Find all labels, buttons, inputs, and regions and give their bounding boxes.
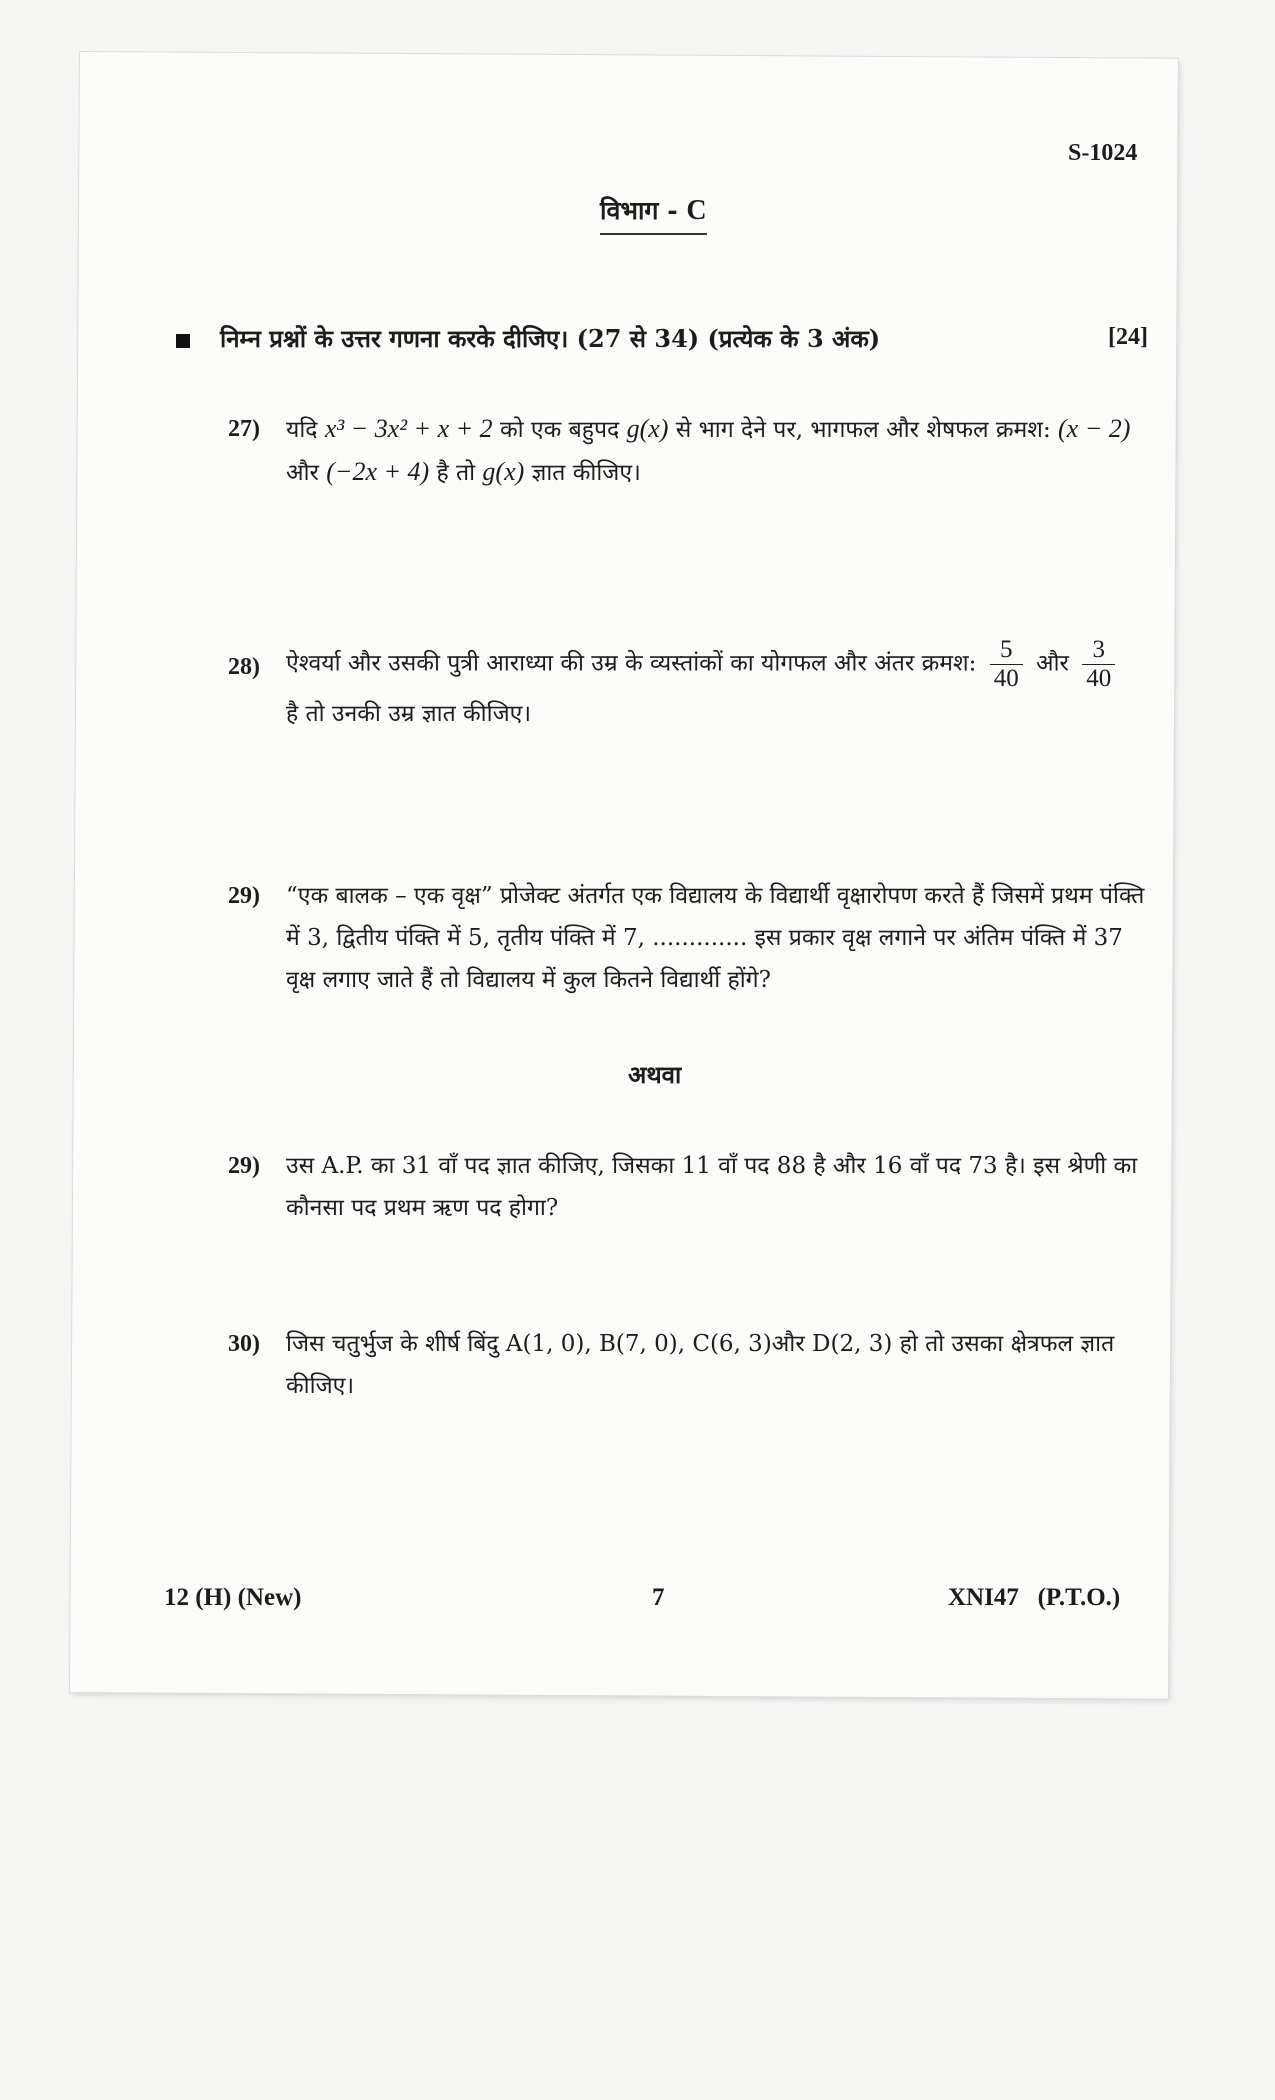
fraction-sum: $\frac{5}{40}$ bbox=[990, 636, 1023, 693]
section-letter: C bbox=[686, 195, 707, 226]
question-text: जिस चतुर्भुज के शीर्ष बिंदु A(1, 0), B(7, 0), C(6, 3)और D(2, 3) हो तो उसका क्षेत्रफल ज्ञात कीजिए। bbox=[286, 1331, 1115, 1399]
question-number: 29) bbox=[228, 1153, 260, 1179]
bullet-icon bbox=[176, 334, 190, 348]
question-30 bbox=[228, 1323, 1148, 1407]
gx: g(x) bbox=[626, 414, 669, 443]
question-number: 28) bbox=[228, 654, 260, 680]
question-number: 29) bbox=[228, 883, 260, 909]
quotient: (x − 2) bbox=[1058, 414, 1131, 443]
gx: g(x) bbox=[482, 457, 525, 486]
footer-right: XNI47 (P.T.O.) bbox=[948, 1584, 1121, 1611]
page-number: 7 bbox=[652, 1584, 665, 1611]
remainder: (−2x + 4) bbox=[326, 457, 430, 486]
question-27 bbox=[228, 408, 1148, 494]
question-29-alternate bbox=[228, 1145, 1148, 1229]
question-29 bbox=[228, 875, 1148, 1001]
question-text: उस A.P. का 31 वाँ पद ज्ञात कीजिए, जिसका 11 वाँ पद 88 है और 16 वाँ पद 73 है। इस श्रेणी का कौनसा पद प्रथम ऋण पद होगा? bbox=[286, 1153, 1138, 1221]
footer-left: 12 (H) (New) bbox=[164, 1584, 302, 1611]
instruction-line bbox=[176, 322, 1148, 355]
instruction-text: निम्न प्रश्नों के उत्तर गणना करके दीजिए। (27 से 34) (प्रत्येक के 3 अंक) bbox=[220, 324, 881, 353]
question-28 bbox=[228, 636, 1148, 735]
question-number: 27) bbox=[228, 416, 260, 442]
paper-code: S-1024 bbox=[1068, 140, 1138, 166]
polynomial: x³ − 3x² + x + 2 bbox=[324, 414, 493, 443]
section-title bbox=[600, 193, 707, 235]
question-number: 30) bbox=[228, 1331, 260, 1357]
question-text: यदि x³ − 3x² + x + 2 को एक बहुपद g(x) से भाग देने पर, भागफल और शेषफल क्रमश: (x − 2) और (−2x + 4) है तो g(x) ज्ञात कीजिए। bbox=[286, 414, 1131, 486]
fraction-difference: $\frac{3}{40}$ bbox=[1082, 636, 1115, 693]
section-marks: [24] bbox=[1108, 324, 1148, 350]
section-label: विभाग - bbox=[600, 196, 678, 225]
question-text: ऐश्वर्या और उसकी पुत्री आराध्या की उम्र के व्यस्तांकों का योगफल और अंतर क्रमश: $\frac{5}{40}$ और $\frac{3}{40}$ है तो उनकी उम्र ज्ञात कीजिए। bbox=[286, 636, 1148, 735]
or-label: अथवा bbox=[628, 1060, 682, 1089]
question-text: “एक बालक – एक वृक्ष” प्रोजेक्ट अंतर्गत एक विद्यालय के विद्यार्थी वृक्षारोपण करते हैं जिसमें प्रथम पंक्ति में 3, द्वितीय पंक्ति में 5, तृतीय पंक्ति में 7, ............. इस प्रकार वृक्ष लगाने पर अंतिम पंक्ति में 37 वृक्ष लगाए जाते हैं तो विद्यालय में कुल कितने विद्यार्थी होंगे? bbox=[286, 883, 1145, 993]
